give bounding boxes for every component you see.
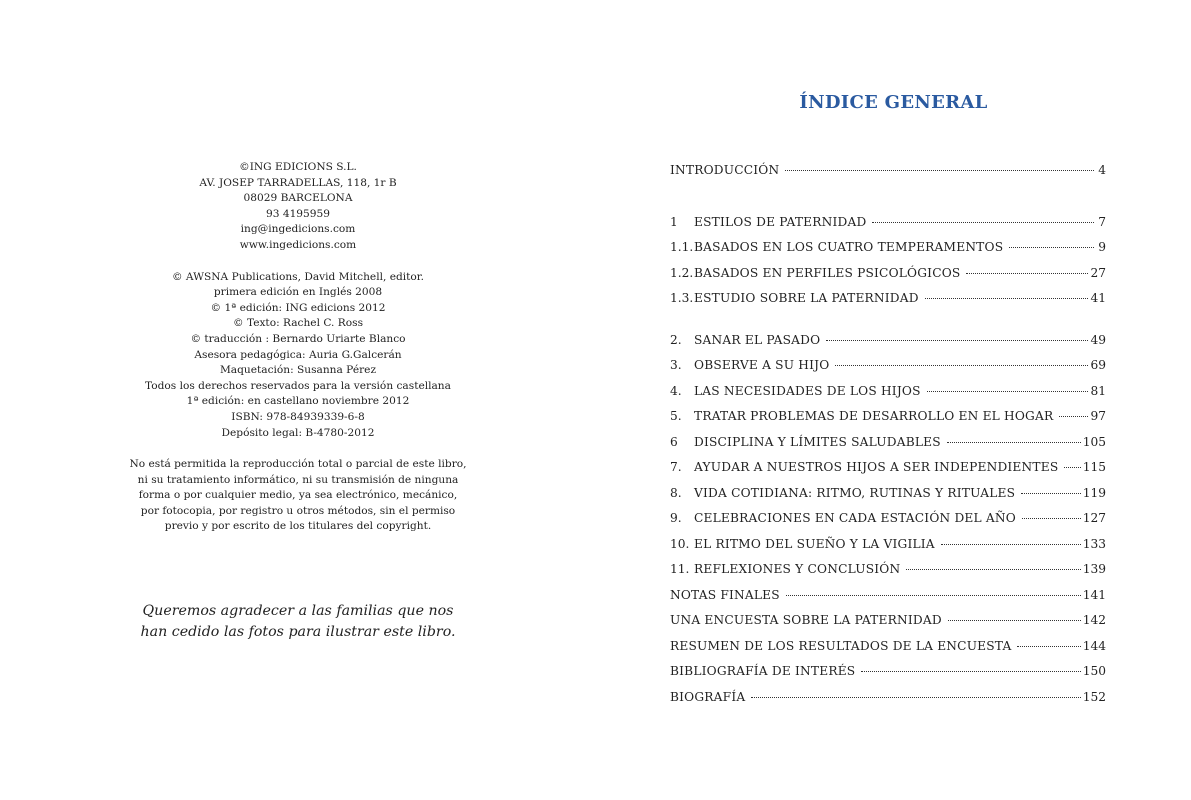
legal-line: No está permitida la reproducción total o parcial de este libro, <box>129 458 467 471</box>
toc-entry-label: BIBLIOGRAFÍA DE INTERÉS <box>670 664 856 678</box>
toc-entry-page: 152 <box>1082 689 1106 704</box>
toc-entry[interactable] <box>670 537 1106 563</box>
toc-entry-page: 105 <box>1082 434 1106 449</box>
thanks-line: han cedido las fotos para ilustrar este libro. <box>140 624 456 640</box>
toc-entry[interactable] <box>670 613 1106 639</box>
dot-leader <box>826 340 1088 341</box>
toc-entry[interactable] <box>670 690 1106 716</box>
legal-line: por fotocopia, por registro u otros métodos, sin el permiso <box>140 504 456 517</box>
toc-entry-label: CELEBRACIONES EN CADA ESTACIÓN DEL AÑO <box>694 511 1016 525</box>
rights-line: Depósito legal: B-4780-2012 <box>221 426 375 439</box>
toc-entry-number: 9. <box>670 511 682 525</box>
toc-entry[interactable] <box>670 409 1106 435</box>
toc-entry-page: 133 <box>1082 536 1106 551</box>
dot-leader <box>1064 467 1080 468</box>
toc-entry[interactable] <box>670 511 1106 537</box>
rights-line: Todos los derechos reservados para la versión castellana <box>145 379 451 392</box>
acknowledgement-text <box>98 601 498 643</box>
toc-entry-page: 139 <box>1082 562 1106 576</box>
dot-leader <box>1021 493 1081 494</box>
dot-leader <box>861 671 1080 672</box>
toc-entry-label: ESTILOS DE PATERNIDAD <box>694 214 867 229</box>
publisher-line: www.ingedicions.com <box>239 238 357 251</box>
toc-entry-page: 127 <box>1082 511 1106 525</box>
dot-leader <box>947 442 1081 443</box>
toc-spacer <box>670 189 1106 215</box>
rights-line: © Texto: Rachel C. Ross <box>232 317 364 330</box>
dot-leader <box>925 298 1089 299</box>
toc-entry-page: 97 <box>1090 409 1106 423</box>
rights-line: © traducción : Bernardo Uriarte Blanco <box>190 332 406 345</box>
toc-entry[interactable] <box>670 460 1106 486</box>
toc-entry-number: 10. <box>670 536 690 551</box>
toc-entry-label: OBSERVE A SU HIJO <box>694 358 830 372</box>
toc-entry-label: DISCIPLINA Y LÍMITES SALUDABLES <box>694 434 941 449</box>
toc-entry-page: 27 <box>1090 265 1106 280</box>
toc-entry[interactable] <box>670 639 1106 665</box>
toc-entry-label: RESUMEN DE LOS RESULTADOS DE LA ENCUESTA <box>670 638 1012 653</box>
toc-entry-number: 1 <box>670 214 678 229</box>
toc-entry-label: VIDA COTIDIANA: RITMO, RUTINAS Y RITUALES <box>694 485 1016 500</box>
toc-entry-number: 8. <box>670 485 682 500</box>
toc-entry-label: LAS NECESIDADES DE LOS HIJOS <box>694 383 921 398</box>
rights-line: Asesora pedagógica: Auria G.Galcerán <box>194 348 402 361</box>
dot-leader <box>1009 247 1094 248</box>
toc-entry-number: 7. <box>670 460 682 474</box>
dot-leader <box>872 222 1094 223</box>
toc-entry[interactable] <box>670 435 1106 461</box>
toc-entry[interactable] <box>670 215 1106 241</box>
toc-entry[interactable] <box>670 358 1106 384</box>
toc-entry-label: EL RITMO DEL SUEÑO Y LA VIGILIA <box>694 536 935 551</box>
toc-entry-number: 4. <box>670 383 682 398</box>
thanks-line: Queremos agradecer a las familias que nos <box>142 603 454 619</box>
toc-entry[interactable] <box>670 664 1106 690</box>
dot-leader <box>786 595 1081 596</box>
toc-entry-page: 81 <box>1090 383 1106 398</box>
publisher-line: 93 4195959 <box>265 207 331 220</box>
toc-entry[interactable] <box>670 266 1106 292</box>
rights-line: primera edición en Inglés 2008 <box>213 286 383 299</box>
right-page <box>596 0 1191 800</box>
rights-info <box>98 270 498 442</box>
toc-entry-page: 119 <box>1082 485 1106 500</box>
dot-leader <box>1059 416 1088 417</box>
left-page <box>0 0 595 800</box>
legal-line: ni su tratamiento informático, ni su transmisión de ninguna <box>137 473 459 486</box>
dot-leader <box>966 273 1088 274</box>
toc-entry-number: 2. <box>670 332 682 347</box>
dot-leader <box>751 697 1080 698</box>
toc-entry[interactable] <box>670 562 1106 588</box>
toc-entry-page: 150 <box>1082 664 1106 678</box>
toc-entry-label: BASADOS EN LOS CUATRO TEMPERAMENTOS <box>694 240 1004 254</box>
rights-line: 1ª edición: en castellano noviembre 2012 <box>186 395 410 408</box>
toc-entry-number: 1.1. <box>670 240 694 254</box>
toc-entry[interactable] <box>670 291 1106 317</box>
legal-line: previo y por escrito de los titulares del copyright. <box>164 520 432 533</box>
rights-line: Maquetación: Susanna Pérez <box>219 364 377 377</box>
dot-leader <box>927 391 1089 392</box>
toc-entry-label: TRATAR PROBLEMAS DE DESARROLLO EN EL HOGAR <box>694 409 1054 423</box>
toc-entry-label: BIOGRAFÍA <box>670 689 746 704</box>
dot-leader <box>941 544 1081 545</box>
rights-line: © AWSNA Publications, David Mitchell, editor. <box>171 270 425 283</box>
toc-entry-page: 142 <box>1082 613 1106 627</box>
toc-entry[interactable] <box>670 240 1106 266</box>
toc-entry-page: 4 <box>1098 163 1106 177</box>
toc-entry-number: 11. <box>670 562 690 576</box>
toc-entry-number: 1.3. <box>670 291 694 305</box>
publisher-info <box>98 160 498 254</box>
toc-entry-label: ESTUDIO SOBRE LA PATERNIDAD <box>694 291 919 305</box>
toc-entry[interactable] <box>670 333 1106 359</box>
toc-entry-page: 7 <box>1098 214 1106 229</box>
toc-entry[interactable] <box>670 486 1106 512</box>
publisher-line: 08029 BARCELONA <box>243 192 353 205</box>
dot-leader <box>785 170 1094 171</box>
dot-leader <box>835 365 1088 366</box>
toc-entry-number: 3. <box>670 358 682 372</box>
toc-entry-page: 69 <box>1090 358 1106 372</box>
toc-entry-label: REFLEXIONES Y CONCLUSIÓN <box>694 562 901 576</box>
publisher-line: AV. JOSEP TARRADELLAS, 118, 1r B <box>199 176 397 189</box>
toc-entry[interactable] <box>670 588 1106 614</box>
credits-block <box>98 160 498 551</box>
toc-entry[interactable] <box>670 163 1106 189</box>
toc-entry[interactable] <box>670 384 1106 410</box>
toc-entry-page: 144 <box>1082 638 1106 653</box>
rights-line: ISBN: 978-84939339-6-8 <box>231 410 365 423</box>
copyright-notice <box>98 457 498 535</box>
toc-entry-page: 41 <box>1090 291 1106 305</box>
toc-entry-number: 6 <box>670 434 678 449</box>
toc-entry-page: 115 <box>1082 460 1106 474</box>
toc-entry-number: 5. <box>670 409 682 423</box>
publisher-line: ing@ingedicions.com <box>240 223 356 236</box>
legal-line: forma o por cualquier medio, ya sea electrónico, mecánico, <box>138 489 458 502</box>
toc-entry-label: NOTAS FINALES <box>670 587 780 602</box>
rights-line: © 1ª edición: ING edicions 2012 <box>210 301 386 314</box>
toc-title: ÍNDICE GENERAL <box>799 92 988 113</box>
publisher-line: ©ING EDICIONS S.L. <box>239 161 357 173</box>
toc-entry-number: 1.2. <box>670 265 694 280</box>
dot-leader <box>1017 646 1080 647</box>
table-of-contents <box>670 163 1106 715</box>
dot-leader <box>906 569 1080 570</box>
toc-entry-label: AYUDAR A NUESTROS HIJOS A SER INDEPENDIENTES <box>694 460 1059 474</box>
dot-leader <box>948 620 1081 621</box>
toc-entry-label: BASADOS EN PERFILES PSICOLÓGICOS <box>694 265 961 280</box>
dot-leader <box>1022 518 1081 519</box>
toc-entry-page: 9 <box>1098 240 1106 254</box>
toc-entry-label: SANAR EL PASADO <box>694 332 821 347</box>
toc-entry-page: 141 <box>1082 587 1106 602</box>
toc-entry-label: UNA ENCUESTA SOBRE LA PATERNIDAD <box>670 613 942 627</box>
toc-spacer <box>670 317 1106 333</box>
toc-entry-page: 49 <box>1090 332 1106 347</box>
toc-entry-label: INTRODUCCIÓN <box>670 163 780 177</box>
